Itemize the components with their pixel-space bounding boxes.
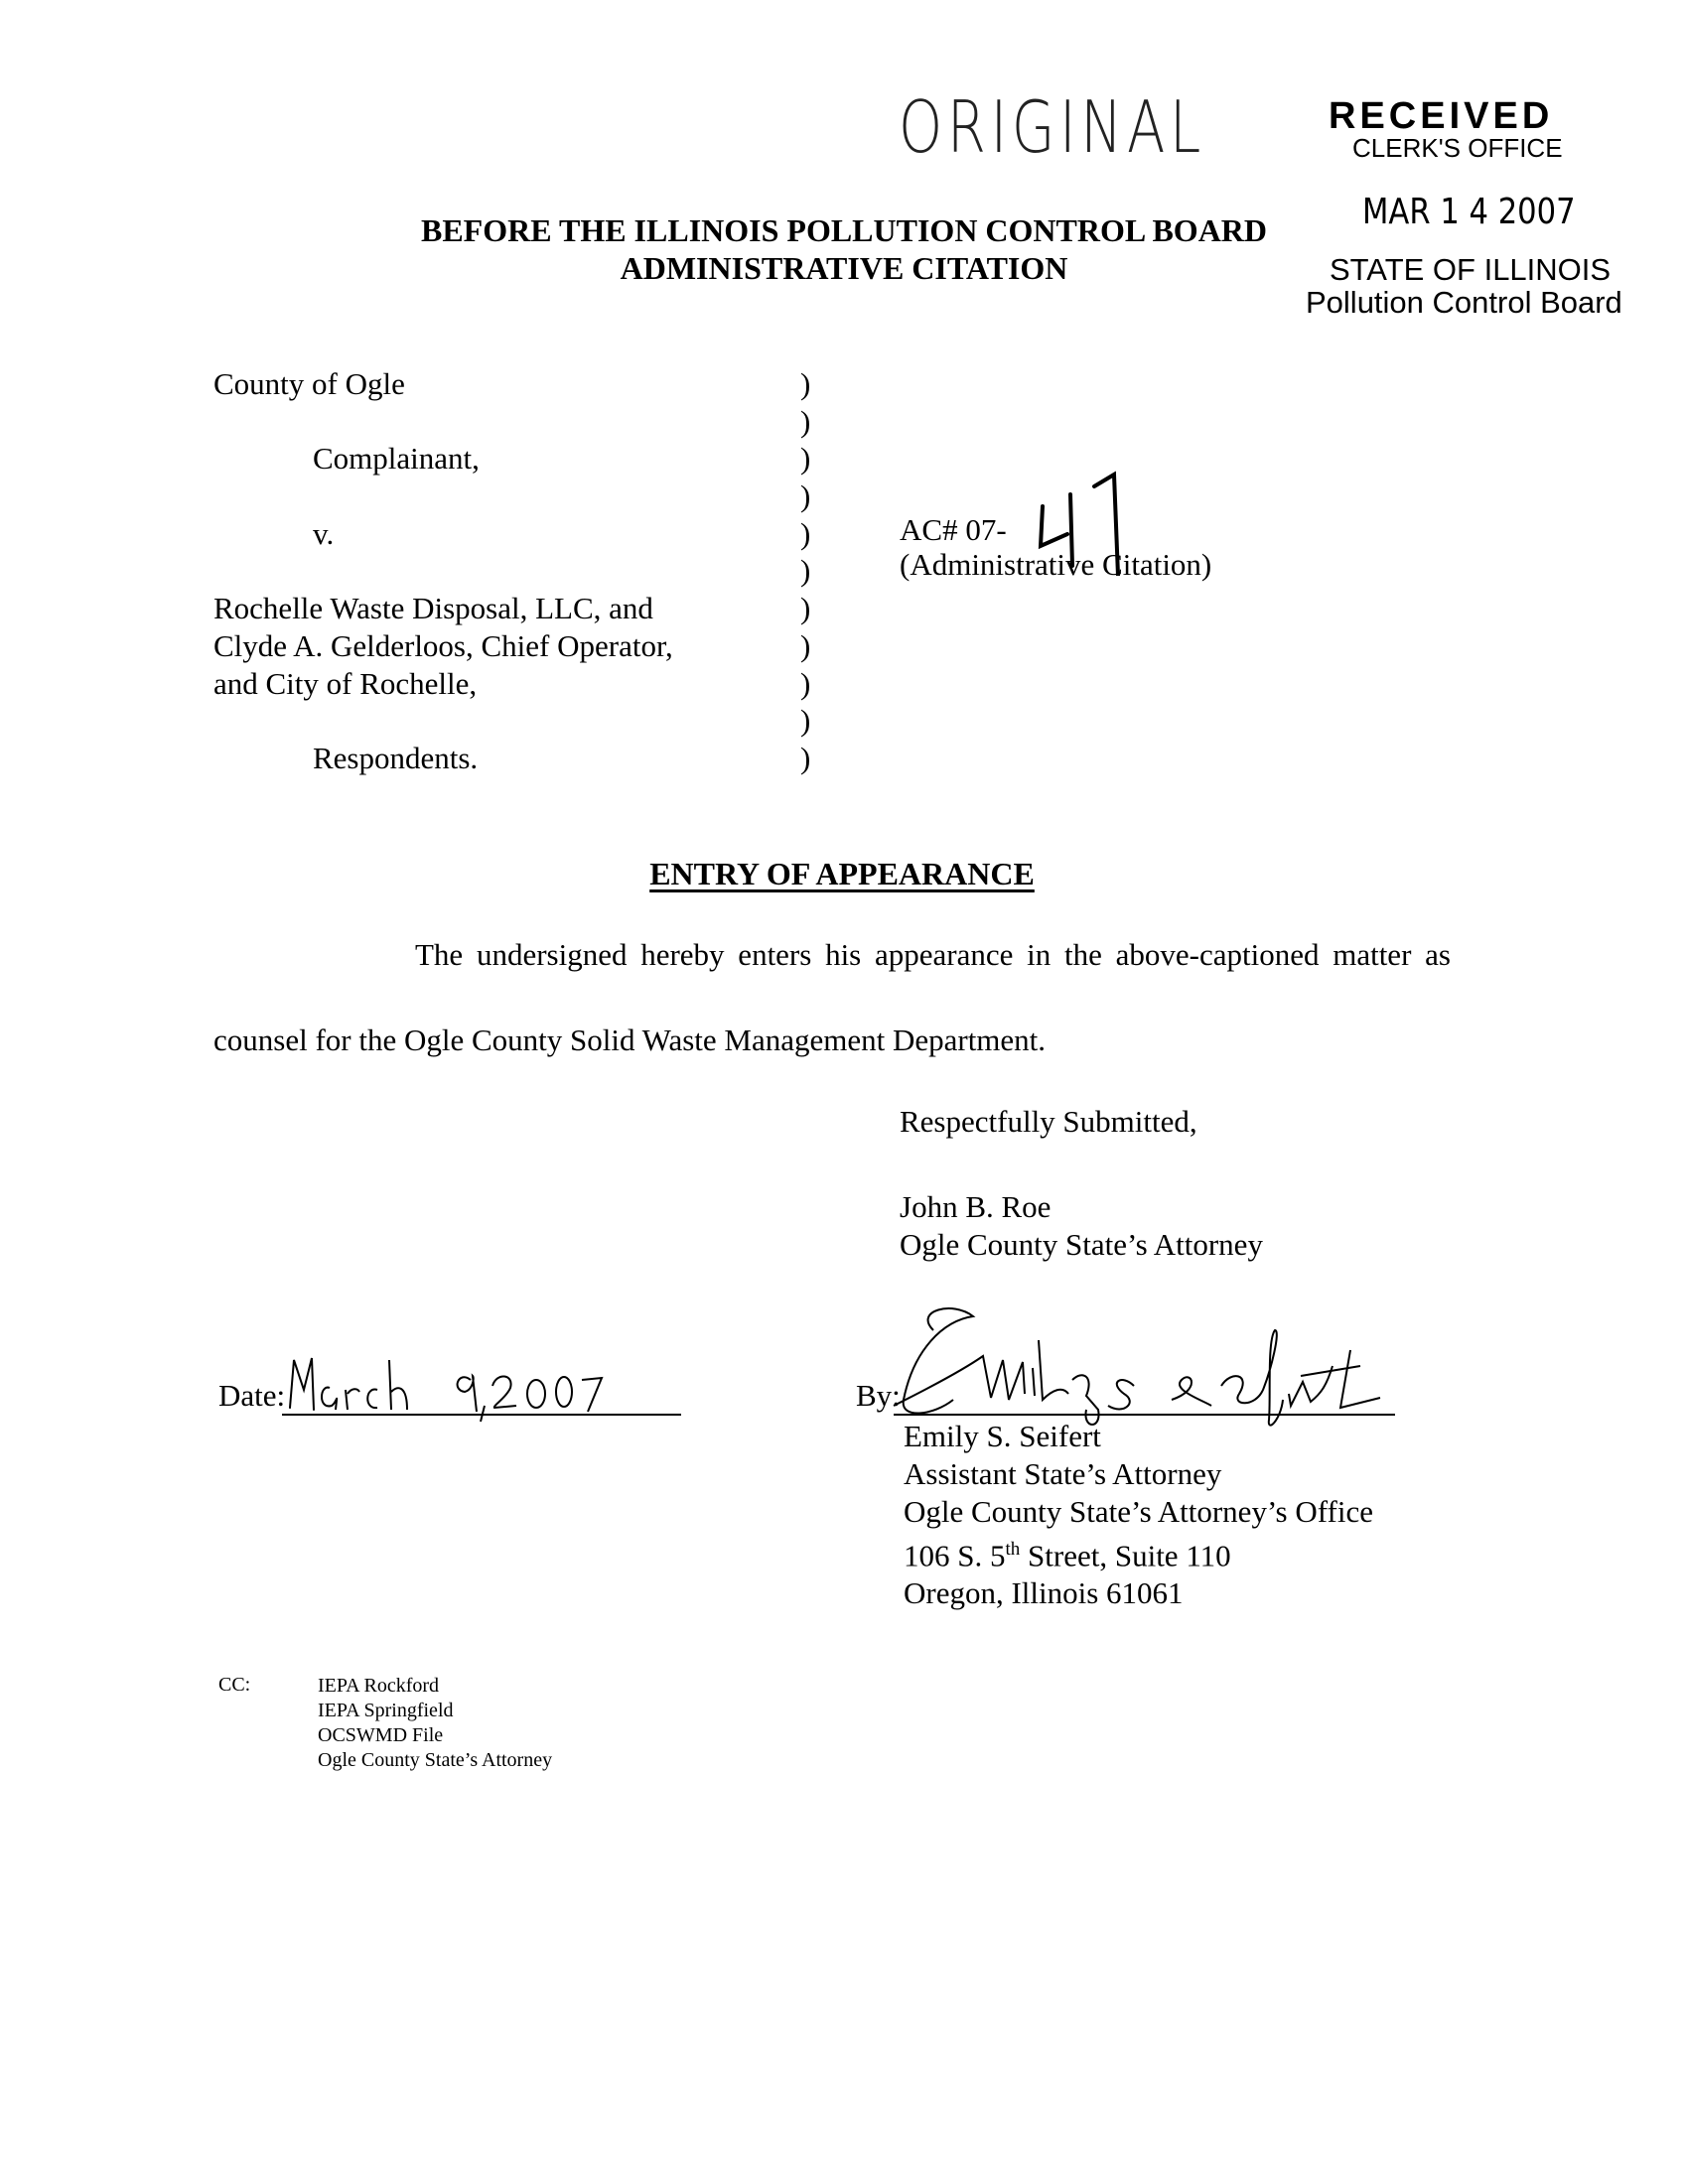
cc-label: CC:	[218, 1674, 251, 1696]
state-label: STATE OF ILLINOIS	[1330, 252, 1612, 288]
clerks-office-label: CLERK'S OFFICE	[1352, 133, 1563, 163]
case-type: (Administrative Citation)	[900, 547, 1212, 582]
board-label: Pollution Control Board	[1306, 284, 1622, 320]
entry-title-text: ENTRY OF APPEARANCE	[649, 856, 1035, 891]
cc-recipient: Ogle County State’s Attorney	[318, 1749, 553, 1771]
received-stamp	[1296, 97, 1623, 319]
paren: )	[800, 740, 811, 775]
caption-parens	[800, 365, 810, 777]
received-date: MAR 1 4 2007	[1362, 192, 1576, 233]
attorney-title: Ogle County State’s Attorney	[900, 1227, 1263, 1262]
received-label: RECEIVED	[1329, 95, 1554, 137]
case-number	[900, 512, 1007, 548]
respondent-line-2: Clyde A. Gelderloos, Chief Operator,	[213, 628, 673, 663]
paren: )	[800, 441, 811, 477]
address-suffix: Street, Suite 110	[1020, 1538, 1231, 1573]
signature-line	[894, 1414, 1395, 1416]
cc-recipient: IEPA Rockford	[318, 1675, 440, 1697]
address-superscript: th	[1005, 1539, 1021, 1560]
attorney-name: John B. Roe	[900, 1189, 1052, 1224]
paren: )	[800, 478, 811, 514]
signer-block	[904, 1418, 1373, 1612]
paren: )	[800, 665, 811, 701]
complainant-label: Complainant,	[313, 441, 480, 476]
paren: )	[800, 403, 811, 439]
versus-label: v.	[313, 516, 335, 551]
respondent-line-1: Rochelle Waste Disposal, LLC, and	[213, 591, 653, 625]
by-label: By:	[856, 1378, 901, 1413]
body-line-2: counsel for the Ogle County Solid Waste Management Department.	[213, 1023, 1047, 1057]
signer-title: Assistant State’s Attorney	[904, 1456, 1222, 1491]
respondent-line-3: and City of Rochelle,	[213, 666, 478, 701]
closing: Respectfully Submitted,	[900, 1104, 1197, 1139]
date-line	[282, 1414, 681, 1416]
date-label: Date:	[218, 1378, 286, 1413]
signer-name: Emily S. Seifert	[904, 1419, 1101, 1453]
cc-list	[318, 1674, 552, 1773]
complainant-name: County of Ogle	[213, 366, 405, 401]
case-prefix: AC# 07-	[900, 512, 1007, 547]
paren: )	[800, 553, 811, 589]
paren: )	[800, 591, 811, 626]
heading-line-2: ADMINISTRATIVE CITATION	[620, 250, 1068, 286]
original-stamp: ORIGINAL	[899, 85, 1206, 169]
paren: )	[800, 627, 811, 663]
body-line-1: The undersigned hereby enters his appearance in the above-captioned matter as	[415, 937, 1451, 972]
signer-address	[904, 1531, 1373, 1574]
document-heading	[377, 211, 1311, 287]
cc-recipient: IEPA Springfield	[318, 1700, 454, 1721]
paren: )	[800, 366, 811, 401]
signer-office: Ogle County State’s Attorney’s Office	[904, 1494, 1373, 1529]
heading-line-1: BEFORE THE ILLINOIS POLLUTION CONTROL BOARD	[420, 212, 1268, 248]
address-prefix: 106 S. 5	[904, 1538, 1006, 1573]
paren: )	[800, 703, 811, 739]
signer-city: Oregon, Illinois 61061	[904, 1575, 1184, 1611]
cc-recipient: OCSWMD File	[318, 1724, 444, 1746]
respondent-label: Respondents.	[313, 741, 479, 775]
paren: )	[800, 515, 811, 551]
handwritten-date	[282, 1330, 679, 1425]
entry-title	[0, 856, 1684, 892]
